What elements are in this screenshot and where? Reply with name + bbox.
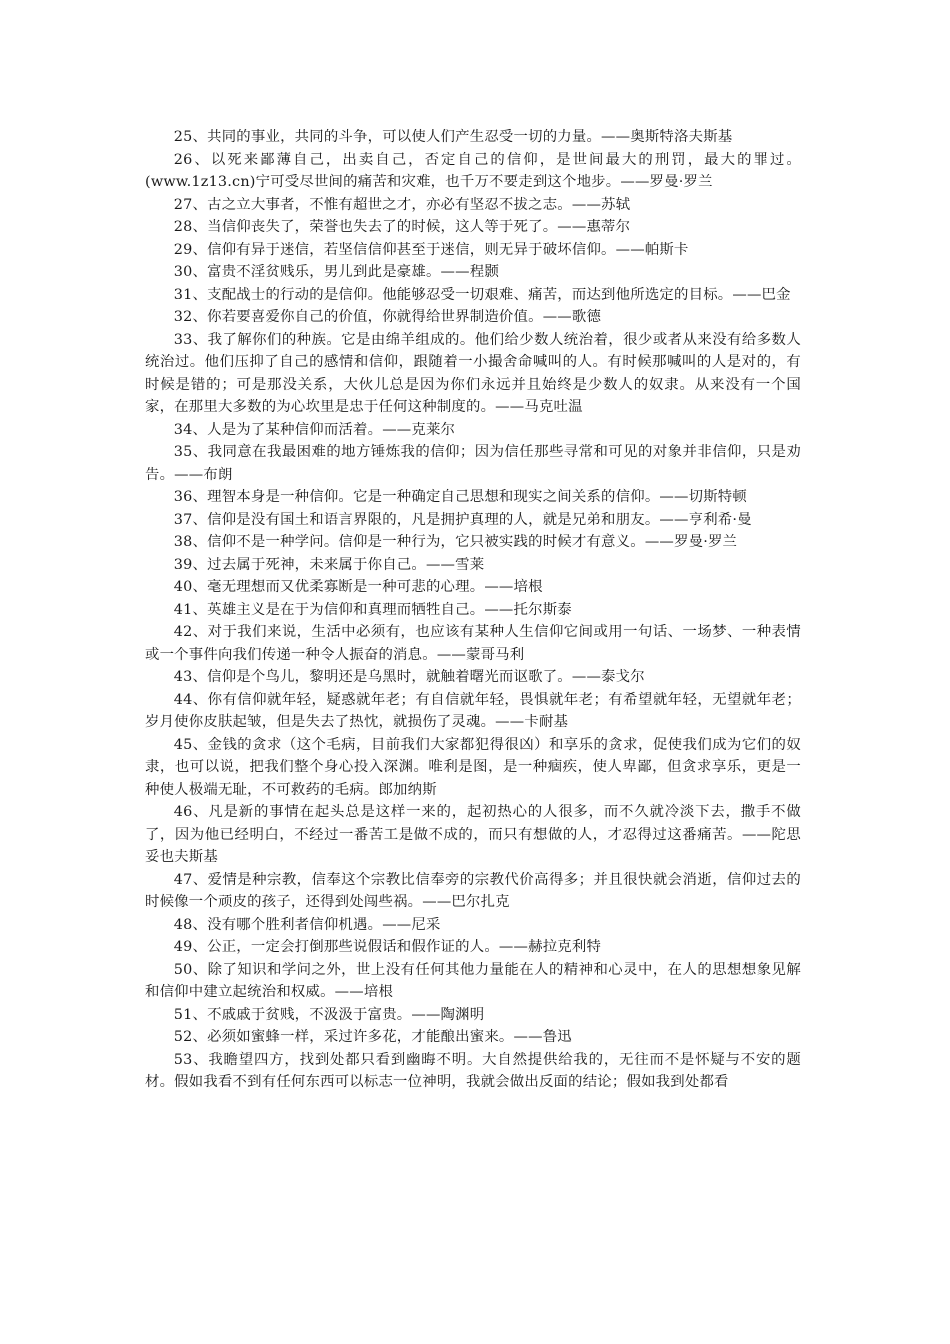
quote-number: 47、 [173, 871, 208, 888]
quote-paragraph [145, 441, 801, 486]
quote-text: 凡是新的事情在起头总是这样一来的，起初热心的人很多，而不久就冷淡下去，撒手不做了，因为他已经明白，不经过一番苦工是做不成的，而只有想做的人，才忍得过这番痛苦。——陀思妥也夫斯基 [145, 804, 801, 865]
quote-paragraph [145, 576, 801, 599]
quote-number: 32、 [173, 309, 208, 325]
quote-text: 共同的事业，共同的斗争，可以使人们产生忍受一切的力量。——奥斯特洛夫斯基 [207, 129, 733, 145]
quote-number: 41、 [173, 601, 208, 618]
quote-paragraph [145, 306, 801, 329]
quote-paragraph [145, 419, 801, 442]
quote-paragraph [145, 1004, 801, 1027]
quote-number: 44、 [173, 691, 208, 708]
quote-text: 公正，一定会打倒那些说假话和假作证的人。——赫拉克利特 [207, 939, 602, 955]
quote-paragraph [145, 486, 801, 509]
quote-number: 49、 [173, 939, 208, 955]
quote-number: 31、 [173, 286, 208, 303]
quote-number: 45、 [173, 736, 208, 753]
quote-paragraph [145, 239, 801, 262]
quote-number: 29、 [173, 241, 208, 258]
quote-text: 以死来鄙薄自己，出卖自己，否定自己的信仰，是世间最大的刑罚，最大的罪过。(www.1z13.cn)宁可受尽世间的痛苦和灾难，也千万不要走到这个地步。——罗曼·罗兰 [145, 151, 801, 190]
quote-number: 43、 [173, 669, 208, 685]
quote-number: 30、 [173, 264, 208, 280]
quote-text: 古之立大事者，不惟有超世之才，亦必有坚忍不拔之志。——苏轼 [207, 196, 631, 213]
quote-text: 英雄主义是在于为信仰和真理而牺牲自己。——托尔斯泰 [207, 601, 572, 618]
quote-text: 支配战士的行动的是信仰。他能够忍受一切艰难、痛苦，而达到他所选定的目标。——巴金 [207, 286, 791, 303]
quote-paragraph [145, 689, 801, 734]
quote-text: 你有信仰就年轻，疑惑就年老；有自信就年轻，畏惧就年老；有希望就年轻，无望就年老；岁月使你皮肤起皱，但是失去了热忱，就损伤了灵魂。——卡耐基 [145, 691, 801, 730]
quote-paragraph [145, 284, 801, 307]
quote-text: 信仰是个鸟儿，黎明还是乌黑时，就触着曙光而讴歌了。——泰戈尔 [207, 669, 645, 685]
quote-number: 48、 [173, 916, 208, 933]
quote-text: 我了解你们的种族。它是由绵羊组成的。他们给少数人统治着，很少或者从来没有给多数人统治过。他们压抑了自己的感情和信仰，跟随着一小撮舍命喊叫的人。有时候那喊叫的人是对的，有时候是错的；可是那没关系，大伙儿总是因为你们永远并且始终是少数人的奴隶。从来没有一个国家，在那里大多数的为心坎里是忠于任何这种制度的。——马克吐温 [145, 331, 801, 415]
quote-number: 26、 [173, 151, 211, 168]
quote-paragraph [145, 1049, 801, 1094]
quote-text: 除了知识和学问之外，世上没有任何其他力量能在人的精神和心灵中，在人的思想想象见解和信仰中建立起统治和权威。——培根 [145, 961, 801, 1000]
quote-paragraph [145, 1026, 801, 1049]
quote-paragraph [145, 149, 801, 194]
quote-number: 39、 [173, 556, 208, 573]
quote-paragraph [145, 194, 801, 217]
quote-number: 42、 [173, 624, 208, 640]
quote-paragraph [145, 531, 801, 554]
quote-paragraph [145, 216, 801, 239]
quote-number: 37、 [173, 511, 208, 528]
quote-paragraph [145, 959, 801, 1004]
quote-paragraph [145, 801, 801, 869]
quote-paragraph [145, 936, 801, 959]
quote-text: 金钱的贪求（这个毛病，目前我们大家都犯得很凶）和享乐的贪求，促使我们成为它们的奴隶，也可以说，把我们整个身心投入深渊。唯利是图，是一种痼疾，使人卑鄙，但贪求享乐，更是一种使人极端无耻，不可救药的毛病。郎加纳斯 [145, 736, 801, 798]
quote-number: 50、 [173, 961, 208, 978]
quote-paragraph [145, 126, 801, 149]
quote-text: 过去属于死神，未来属于你自己。——雪莱 [207, 556, 485, 573]
quote-number: 36、 [173, 489, 208, 505]
document-body [145, 126, 801, 1094]
quote-text: 对于我们来说，生活中必须有，也应该有某种人生信仰它间或用一句话、一场梦、一种表情或一个事件向我们传递一种令人振奋的消息。——蒙哥马利 [145, 624, 801, 663]
quote-text: 没有哪个胜利者信仰机遇。——尼采 [207, 916, 441, 933]
quote-text: 当信仰丧失了，荣誉也失去了的时候，这人等于死了。——惠蒂尔 [207, 219, 631, 235]
quote-text: 不戚戚于贫贱，不汲汲于富贵。——陶渊明 [207, 1006, 485, 1023]
quote-text: 我同意在我最困难的地方锤炼我的信仰；因为信任那些寻常和可见的对象并非信仰，只是劝告。——布朗 [145, 444, 801, 483]
quote-number: 53、 [173, 1051, 209, 1068]
quote-text: 信仰有异于迷信，若坚信信仰甚至于迷信，则无异于破坏信仰。——帕斯卡 [207, 241, 689, 258]
quote-text: 毫无理想而又优柔寡断是一种可悲的心理。——培根 [207, 579, 543, 595]
quote-paragraph [145, 509, 801, 532]
quote-number: 46、 [173, 804, 209, 820]
quote-number: 35、 [173, 444, 208, 460]
quote-paragraph [145, 734, 801, 802]
quote-paragraph [145, 914, 801, 937]
quote-paragraph [145, 329, 801, 419]
quote-text: 信仰不是一种学问。信仰是一种行为，它只被实践的时候才有意义。——罗曼·罗兰 [207, 534, 738, 550]
quote-number: 51、 [173, 1006, 208, 1023]
quote-paragraph [145, 621, 801, 666]
quote-number: 38、 [173, 534, 208, 550]
quote-paragraph [145, 869, 801, 914]
quote-paragraph [145, 261, 801, 284]
quote-text: 信仰是没有国土和语言界限的，凡是拥护真理的人，就是兄弟和朋友。——亨利希·曼 [207, 511, 752, 528]
quote-text: 你若要喜爱你自己的价值，你就得给世界制造价值。——歌德 [207, 309, 602, 325]
quote-text: 爱情是种宗教，信奉这个宗教比信奉旁的宗教代价高得多；并且很快就会消逝，信仰过去的时候像一个顽皮的孩子，还得到处闯些祸。——巴尔扎克 [145, 871, 801, 910]
quote-paragraph [145, 599, 801, 622]
quote-number: 40、 [173, 579, 208, 595]
quote-paragraph [145, 666, 801, 689]
quote-number: 28、 [173, 219, 208, 235]
quote-number: 25、 [173, 129, 208, 145]
quote-text: 必须如蜜蜂一样，采过许多花，才能酿出蜜来。——鲁迅 [207, 1029, 572, 1045]
quote-number: 52、 [173, 1029, 208, 1045]
quote-number: 33、 [173, 331, 208, 348]
quote-text: 理智本身是一种信仰。它是一种确定自己思想和现实之间关系的信仰。——切斯特顿 [207, 489, 747, 505]
quote-number: 34、 [173, 421, 208, 438]
quote-number: 27、 [173, 196, 208, 213]
quote-paragraph [145, 554, 801, 577]
quote-text: 富贵不淫贫贱乐，男儿到此是豪雄。——程颢 [207, 264, 499, 280]
quote-text: 我瞻望四方，找到处都只看到幽晦不明。大自然提供给我的，无往而不是怀疑与不安的题材。假如我看不到有任何东西可以标志一位神明，我就会做出反面的结论；假如我到处都看 [145, 1051, 801, 1090]
quote-text: 人是为了某种信仰而活着。——克莱尔 [207, 421, 456, 438]
